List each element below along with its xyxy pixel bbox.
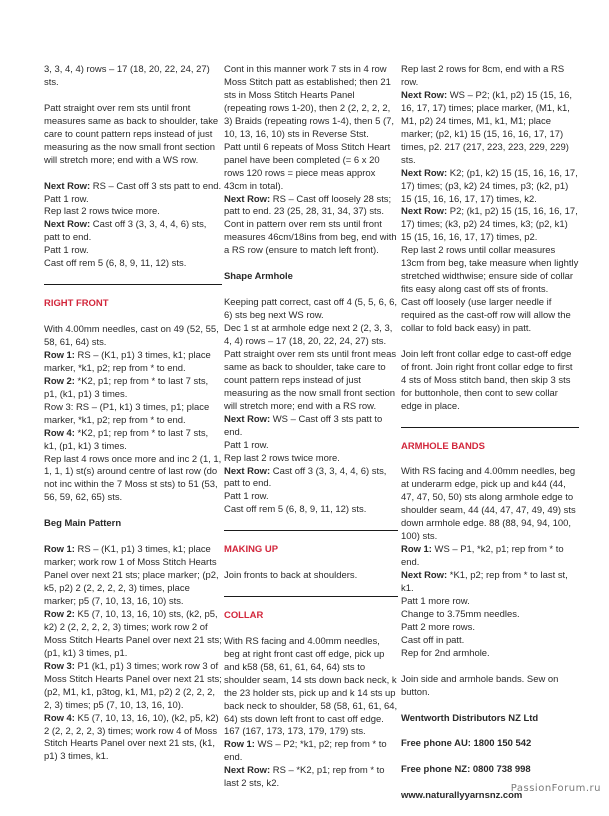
- section-heading-armhole-bands: ARMHOLE BANDS: [401, 440, 485, 452]
- instruction: Row 3: P1 (k1, p1) 3 times; work row 3 of Moss Stitch Hearts Panel over next 21 sts; (p2, M1, k1, p3tog, k1, M1, p2) 2 (2, 2, 2, 2, 3) times; p5 (7, 10, 13, 16, 10).: [44, 660, 222, 711]
- phone-nz: Free phone NZ: 0800 738 998: [401, 764, 531, 776]
- row-label: Row 1:: [44, 349, 75, 361]
- instruction: Patt straight over rem sts until front meas same as back to shoulder, take care to count pattern reps instead of just measuring as the now small front section will stretch more; end with a RS row.: [224, 348, 397, 412]
- instruction: Patt 1 more row.: [401, 596, 470, 608]
- paragraph: Patt until 6 repeats of Moss Stitch Heart panel have been completed (= 6 x 20 rows 120 rows = piece meas approx 43cm in total).: [224, 141, 391, 192]
- paragraph: 3, 3, 4, 4) rows – 17 (18, 20, 22, 24, 27) sts.: [44, 64, 210, 88]
- instruction: Join side and armhole bands. Sew on button.: [401, 673, 559, 698]
- instruction: Row 4: *K2, p1; rep from * to last 7 sts, k1, (p1, k1) 3 times.: [44, 427, 209, 452]
- instruction: Next Row: Cast off 3 (3, 3, 4, 4, 6) sts, patt to end.: [44, 219, 207, 244]
- instruction: With RS facing and 4.00mm needles, beg at underarm edge, pick up and k44 (44, 47, 47, 50, 50) sts along armhole edge to shoulder seam, 44 (44, 47, 47, 49, 49) sts down armhole edge. 88 (88, 94, 94, 100, 100) sts.: [401, 466, 576, 543]
- column-right: [401, 64, 579, 816]
- row-label: Row 2:: [44, 608, 75, 620]
- instruction: Patt 1 row.: [224, 439, 269, 451]
- instruction: Next Row: K2; (p1, k2) 15 (15, 16, 16, 17, 17) times; (p3, k2) 24 times, p3; (k2, p1) 15 (15, 16, 16, 17, 17) times, k2.: [401, 167, 578, 205]
- row-label: Next Row:: [44, 180, 91, 192]
- row-label: Next Row:: [401, 167, 448, 179]
- section-heading-collar: COLLAR: [224, 609, 264, 621]
- instruction: Row 1: RS – (K1, p1) 3 times, k1; place marker; work row 1 of Moss Stitch Hearts Panel over next 21 sts; place marker; (p2, k5, p2) 2 (2, 2, 2, 2, 3) times, place marker; p5 (7, 10, 13, 16, 10) sts.: [44, 544, 219, 607]
- row-label: Row 1:: [401, 544, 432, 556]
- row-label: Next Row:: [224, 413, 271, 425]
- instruction: Patt 1 row.: [44, 245, 89, 257]
- row-label: Next Row:: [224, 193, 271, 205]
- instruction: Row 2: *K2, p1; rep from * to last 7 sts, p1, (k1, p1) 3 times.: [44, 375, 209, 400]
- phone-au: Free phone AU: 1800 150 542: [401, 738, 532, 750]
- row-label: Next Row:: [401, 89, 448, 101]
- section-divider: [44, 284, 222, 285]
- instruction: Cast off rem 5 (6, 8, 9, 11, 12) sts.: [224, 504, 367, 516]
- instruction: With 4.00mm needles, cast on 49 (52, 55, 58, 61, 64) sts.: [44, 323, 219, 348]
- row-label: Row 1:: [224, 739, 255, 751]
- column-middle: [224, 64, 398, 791]
- row-label: Row 1:: [44, 544, 75, 556]
- instruction: Cast off loosely (use larger needle if required as the cast-off row will allow the collar to fold back easy) in patt.: [401, 297, 571, 335]
- instruction: Rep last 4 rows once more and inc 2 (1, 1, 1, 1, 1) st(s) around centre of last row (do not inc within the 7 Moss st sts) to 51 (53, 56, 59, 62, 65) sts.: [44, 453, 222, 504]
- section-heading-making-up: MAKING UP: [224, 544, 279, 556]
- instruction: Next Row: RS – *K2, p1; rep from * to last 2 sts, k2.: [224, 765, 385, 790]
- row-label: Next Row:: [224, 765, 271, 777]
- instruction: Next Row: RS – Cast off loosely 28 sts; patt to end. 23 (25, 28, 31, 34, 37) sts.: [224, 193, 392, 218]
- paragraph: Join left front collar edge to cast-off edge of front. Join right front collar edge to first 4 sts of Moss stitch band, then skip 3 sts for buttonhole, then cont to sew collar edge in place.: [401, 348, 573, 412]
- column-left: [44, 64, 222, 764]
- instruction: Next Row: RS – Cast off 3 sts patt to end.: [44, 180, 222, 192]
- section-heading-right-front: RIGHT FRONT: [44, 298, 109, 310]
- instruction: Dec 1 st at armhole edge next 2 (2, 3, 3, 4, 4) rows – 17 (18, 20, 22, 24, 27) sts.: [224, 323, 393, 347]
- instruction: Rep last 2 rows twice more.: [44, 206, 160, 218]
- instruction: Join fronts to back at shoulders.: [224, 570, 358, 582]
- instruction: Next Row: Cast off 3 (3, 3, 4, 4, 6) sts, patt to end.: [224, 465, 387, 490]
- instruction: Cast off in patt.: [401, 634, 465, 646]
- row-label: Row 2:: [44, 375, 75, 387]
- section-divider: [401, 427, 579, 428]
- instruction: Row 4: K5 (7, 10, 13, 16, 10), (k2, p5, k2) 2 (2, 2, 2, 2, 3) times; work row 4 of Moss Stitch Hearts Panel over next 21 sts, (k1, p1) 3 times, k1.: [44, 712, 219, 763]
- section-divider: [224, 596, 398, 597]
- instruction: Rep last 2 rows twice more.: [224, 452, 340, 464]
- instruction: Rep for 2nd armhole.: [401, 647, 490, 659]
- instruction: Row 3: RS – (P1, k1) 3 times, p1; place marker, *k1, p2; rep from * to end.: [44, 401, 210, 426]
- row-label: Next Row:: [401, 206, 448, 218]
- row-label: Row 3:: [44, 660, 75, 672]
- row-label: Row 4:: [44, 427, 75, 439]
- distributor-name: Wentworth Distributors NZ Ltd: [401, 712, 539, 724]
- section-divider: [224, 530, 398, 531]
- row-label: Next Row:: [401, 570, 448, 582]
- row-label: Row 4:: [44, 712, 75, 724]
- instruction: With RS facing and 4.00mm needles, beg at right front cast off edge, pick up and k58 (58, 61, 61, 64, 64) sts to shoulder seam, 14 sts down back neck, k the 23 holder sts, pick up and k 14 sts up back neck to shoulder, 58 (58, 61, 61, 64, 64) sts down left front to cast off edge. 167 (167, 173, 173, 179, 179) sts.: [224, 635, 398, 738]
- instruction: Next Row: *K1, p2; rep from * to last st, k1.: [401, 570, 568, 595]
- instruction: Next Row: WS – Cast off 3 sts patt to end.: [224, 413, 383, 438]
- instruction: Row 1: WS – P1, *k2, p1; rep from * to end.: [401, 544, 564, 569]
- instruction: Row 2: K5 (7, 10, 13, 16, 10) sts, (k2, p5, k2) 2 (2, 2, 2, 2, 3) times; work row 2 of Moss Stitch Hearts Panel over next 21 sts; (p1, k1) 3 times, p1.: [44, 608, 222, 659]
- instruction: Keeping patt correct, cast off 4 (5, 5, 6, 6, 6) sts beg next WS row.: [224, 297, 397, 322]
- paragraph: Cont in pattern over rem sts until front measures 46cm/18ins from beg, end with a RS row (ensure to match left front).: [224, 219, 397, 257]
- instruction: Change to 3.75mm needles.: [401, 608, 520, 620]
- instruction: Patt 1 row.: [224, 491, 269, 503]
- website-link[interactable]: www.naturallyyarnsnz.com: [401, 790, 523, 802]
- paragraph: Patt straight over rem sts until front measures same as back to shoulder, take care to count pattern reps instead of just measuring as the now small front section will stretch more; end with a WS row.: [44, 102, 219, 166]
- instruction: Next Row: WS – P2; (k1, p2) 15 (15, 16, 16, 17, 17) times; place marker, (M1, k1, M1, p2) 24 times, M1, k1, M1; place marker; (p2, k1) 15 (15, 16, 16, 17, 17) times, p2. 217 (217, 223, 223, 229, 229) sts.: [401, 89, 573, 166]
- instruction: Patt 1 row.: [44, 193, 89, 205]
- instruction: Cast off rem 5 (6, 8, 9, 11, 12) sts.: [44, 258, 187, 270]
- row-label: Next Row:: [224, 465, 271, 477]
- instruction: Row 1: RS – (K1, p1) 3 times, k1; place marker, *k1, p2; rep from * to end.: [44, 349, 211, 374]
- instruction: Row 1: WS – P2; *k1, p2; rep from * to end.: [224, 739, 387, 764]
- watermark: PassionForum.ru: [510, 783, 601, 794]
- instruction: Rep last 2 rows for 8cm, end with a RS row.: [401, 64, 565, 88]
- subheading-beg-main-pattern: Beg Main Pattern: [44, 518, 122, 530]
- paragraph: Cont in this manner work 7 sts in 4 row Moss Stitch patt as established; then 21 sts in Moss Stitch Hearts Panel (repeating rows 1-20), then 2 (2, 2, 2, 2, 3) Braids (repeating rows 1-4), then 5 (7, 10, 13, 16, 10) sts in Reverse Stst.: [224, 64, 394, 140]
- subheading-shape-armhole: Shape Armhole: [224, 271, 293, 283]
- instruction: Rep last 2 rows until collar measures 13cm from beg, take measure when lightly stretched widthwise; ensure side of collar fits easy along cast off sts of fronts.: [401, 245, 579, 296]
- instruction: Next Row: P2; (k1, p2) 15 (15, 16, 16, 17, 17) times; (k3, p2) 24 times, k3; (p2, k1) 15 (15, 16, 16, 17, 17) times, p2.: [401, 206, 578, 244]
- row-label: Next Row:: [44, 219, 91, 231]
- instruction: Patt 2 more rows.: [401, 621, 475, 633]
